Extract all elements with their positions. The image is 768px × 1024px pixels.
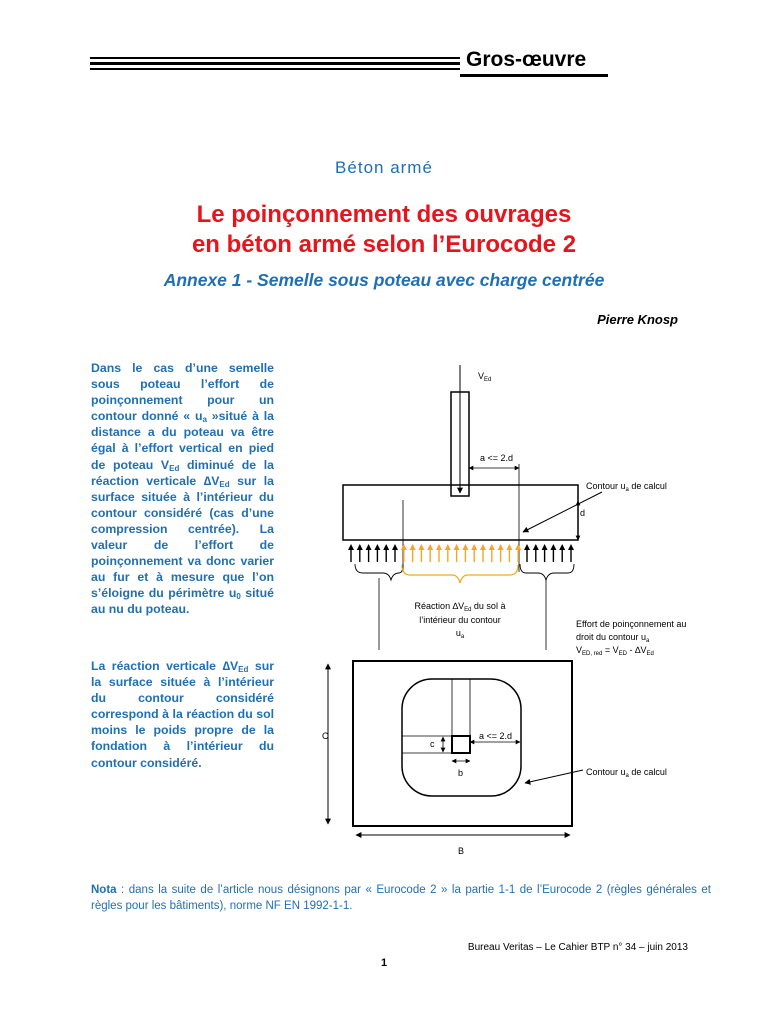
reaction-arrowhead bbox=[542, 544, 548, 550]
reaction-label-line-2: l’intérieur du contour bbox=[419, 615, 501, 625]
reaction-label-line-3: $u_a$ bbox=[455, 628, 465, 640]
article-subtitle: Annexe 1 - Semelle sous poteau avec charge centrée bbox=[163, 270, 605, 290]
brace-right bbox=[520, 564, 574, 580]
B-dimension-label: B bbox=[458, 846, 465, 856]
header-rule-right bbox=[460, 74, 608, 77]
d-dimension-label: d bbox=[580, 508, 586, 518]
header-title: Gros-œuvre bbox=[466, 48, 587, 71]
reaction-arrowhead bbox=[401, 544, 407, 550]
c-small-label: c bbox=[430, 739, 435, 749]
body-paragraph-1: Dans le cas d’une semelle sous poteau l’effort de poinçonnement pour un contour donné « $u_a$ »situé à la distance a du poteau va être égal à l’effort vertical en pied de poteau $V_{Ed}$ diminué de la réaction verticale $\Delta V_{Ed}$ sur la surface située à l’intérieur du contour considéré (cas d’une compression centrée). La valeur de l’effort de poinçonnement va donc varier au fur et à mesure que l’on s’éloigne du périmètre $u_0$ situé au nu du poteau. bbox=[91, 361, 274, 617]
reaction-arrowhead bbox=[498, 544, 504, 550]
effort-label-line-1: Effort de poinçonnement au bbox=[576, 619, 687, 629]
punching-shear-diagram bbox=[280, 360, 720, 860]
author: Pierre Knosp bbox=[597, 312, 678, 327]
reaction-label-line-1: Réaction $\Delta V_{Ed}$ du sol à bbox=[414, 601, 506, 613]
reaction-arrowhead bbox=[454, 544, 460, 550]
reaction-arrowhead bbox=[489, 544, 495, 550]
column-plan bbox=[452, 736, 470, 753]
reaction-arrowhead bbox=[559, 544, 565, 550]
reaction-arrowhead bbox=[506, 544, 512, 550]
reaction-arrowhead bbox=[471, 544, 477, 550]
C-dimension-label: C bbox=[322, 731, 329, 741]
header-rule-top bbox=[90, 57, 460, 59]
body-paragraph-2: La réaction verticale $\Delta V_{Ed}$ sur la surface située à l’intérieur du contour considéré correspond à la réaction du sol moins le poids propre de la fondation à l’intérieur du contour considéré. bbox=[91, 659, 274, 770]
a-dimension-label: a <= 2.d bbox=[480, 453, 514, 463]
reaction-arrowhead bbox=[383, 544, 389, 550]
contour-callout-line bbox=[523, 492, 602, 532]
effort-label-line-2: droit du contour $u_a$ bbox=[576, 632, 650, 644]
reaction-arrowhead bbox=[515, 544, 521, 550]
reaction-arrowhead bbox=[374, 544, 380, 550]
footer-reference: Bureau Veritas – Le Cahier BTP n° 34 – juin 2013 bbox=[467, 942, 688, 953]
ved-label: $V_{Ed}$ bbox=[478, 371, 492, 383]
effort-label-line-3: $V_{ED, red} = V_{ED} - \Delta V_{Ed}$ bbox=[576, 645, 654, 657]
reaction-arrowhead bbox=[436, 544, 442, 550]
nota-label: Nota bbox=[91, 884, 117, 896]
b-small-label: b bbox=[458, 768, 464, 778]
soil-reaction-arrows bbox=[348, 544, 574, 562]
reaction-arrowhead bbox=[410, 544, 416, 550]
brace-left bbox=[355, 564, 403, 580]
page-number: 1 bbox=[380, 957, 388, 969]
reaction-arrowhead bbox=[480, 544, 486, 550]
reaction-arrowhead bbox=[533, 544, 539, 550]
brace-center bbox=[402, 565, 518, 583]
plan-a-dimension-label: a <= 2.d bbox=[479, 731, 513, 741]
nota-text: : dans la suite de l’article nous désignons par « Eurocode 2 » la partie 1-1 de l’Eurocode 2 (règles générales et règles pour les bâtiments), norme NF EN 1992-1-1. bbox=[91, 884, 711, 912]
reaction-arrowhead bbox=[524, 544, 530, 550]
article-title bbox=[0, 200, 768, 260]
reaction-arrowhead bbox=[462, 544, 468, 550]
reaction-arrowhead bbox=[550, 544, 556, 550]
reaction-arrowhead bbox=[392, 544, 398, 550]
contour-callout-label: Contour $u_a$ de calcul bbox=[586, 481, 667, 493]
article-title-line-2: en béton armé selon l’Eurocode 2 bbox=[191, 231, 577, 258]
reaction-arrowhead bbox=[357, 544, 363, 550]
header-rule-bottom bbox=[90, 68, 460, 70]
reaction-arrowhead bbox=[348, 544, 354, 550]
header-rule-mid bbox=[90, 62, 460, 65]
section-label: Béton armé bbox=[335, 158, 433, 177]
reaction-arrowhead bbox=[366, 544, 372, 550]
reaction-arrowhead bbox=[427, 544, 433, 550]
plan-contour-callout-label: Contour $u_a$ de calcul bbox=[586, 767, 667, 779]
nota-paragraph bbox=[91, 882, 711, 914]
reaction-arrowhead bbox=[418, 544, 424, 550]
article-title-line-1: Le poinçonnement des ouvrages bbox=[196, 201, 572, 228]
reaction-arrowhead bbox=[568, 544, 574, 550]
reaction-arrowhead bbox=[445, 544, 451, 550]
plan-contour-callout-line bbox=[525, 770, 583, 783]
